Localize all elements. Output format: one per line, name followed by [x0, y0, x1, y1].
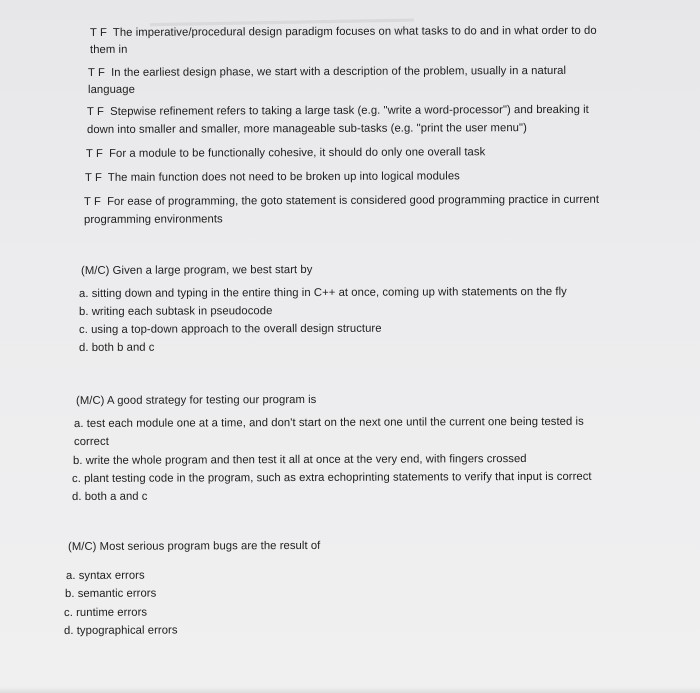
mc1-option-c[interactable]: c. using a top-down approach to the overall design structure	[78, 322, 382, 336]
tf-text: Stepwise refinement refers to taking a large task (e.g. "write a word-processor") and breaking it	[110, 103, 589, 118]
mc2-option-c[interactable]: c. plant testing code in the program, such as extra echoprinting statements to verify that input is correct	[71, 470, 592, 485]
tf-marker[interactable]: T F	[87, 66, 105, 79]
tf-marker[interactable]: T F	[89, 26, 107, 39]
tf-question-2-cont: language	[87, 83, 135, 96]
tf-text: For ease of programming, the goto statement is considered good programming practice in current	[107, 193, 600, 208]
tf-text: In the earliest design phase, we start with a description of the problem, usually in a natural	[111, 64, 567, 79]
mc2-question: (M/C) A good strategy for testing our program is	[75, 393, 317, 407]
tf-marker[interactable]: T F	[86, 105, 104, 118]
tf-marker[interactable]: T F	[84, 171, 102, 184]
mc1-option-d[interactable]: d. both b and c	[78, 341, 155, 354]
tf-question-3-cont: down into smaller and smaller, more manageable sub-tasks (e.g. "print the user menu")	[86, 122, 527, 136]
mc2-option-a-cont: correct	[73, 435, 109, 448]
mc3-question: (M/C) Most serious program bugs are the result of	[67, 539, 321, 553]
mc3-option-b[interactable]: b. semantic errors	[64, 587, 157, 600]
mc3-option-c[interactable]: c. runtime errors	[63, 606, 148, 619]
bleed-through-text: ▬▬▬▬▬▬▬▬▬▬▬▬▬▬▬▬▬▬▬▬▬▬▬▬	[149, 12, 415, 30]
page-bottom-shadow	[0, 687, 700, 693]
tf-question-6	[84, 191, 599, 211]
tf-text: For a module to be functionally cohesive, it should do only one overall task	[109, 146, 486, 160]
tf-question-6-cont: programming environments	[83, 213, 223, 226]
tf-question-5	[85, 167, 460, 187]
tf-question-1	[90, 22, 597, 42]
mc1-option-b[interactable]: b. writing each subtask in pseudocode	[78, 305, 273, 318]
mc2-option-a[interactable]: a. test each module one at a time, and don't start on the next one until the current one being tested is	[73, 415, 584, 430]
mc3-option-a[interactable]: a. syntax errors	[65, 569, 145, 582]
tf-question-2	[88, 62, 566, 82]
mc3-option-d[interactable]: d. typographical errors	[63, 624, 178, 637]
mc1-question: (M/C) Given a large program, we best start by	[80, 263, 313, 277]
tf-marker[interactable]: T F	[83, 195, 101, 208]
tf-question-4	[86, 143, 485, 163]
tf-text: The main function does not need to be broken up into logical modules	[107, 170, 460, 184]
tf-question-1-cont: them in	[89, 43, 128, 56]
mc2-option-d[interactable]: d. both a and c	[71, 490, 148, 503]
tf-question-3	[87, 101, 589, 121]
tf-text: The imperative/procedural design paradigm focuses on what tasks to do and in what order to do	[112, 24, 597, 39]
tf-marker[interactable]: T F	[85, 147, 103, 160]
mc2-option-b[interactable]: b. write the whole program and then test it all at once at the very end, with fingers crossed	[72, 453, 527, 467]
mc1-option-a[interactable]: a. sitting down and typing in the entire thing in C++ at once, coming up with statements on the fly	[78, 285, 567, 300]
